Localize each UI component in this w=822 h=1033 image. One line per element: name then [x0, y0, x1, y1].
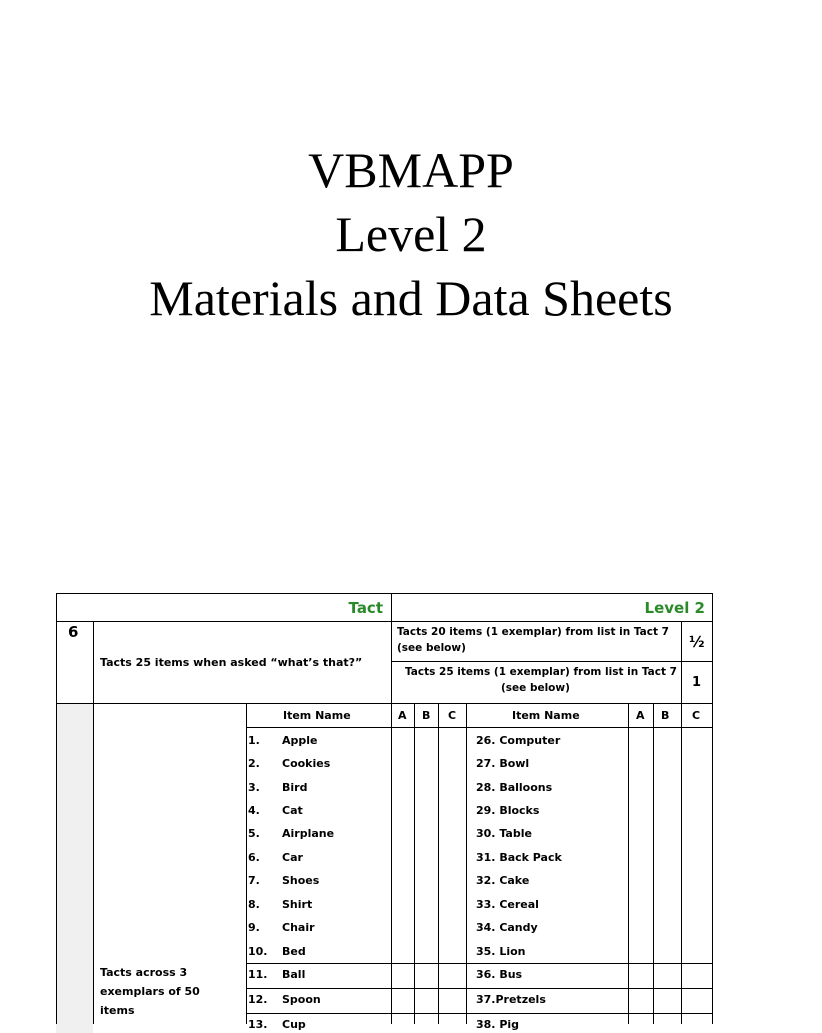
item-number: 6.	[248, 851, 260, 864]
item-name-right: 30. Table	[476, 827, 532, 840]
col-b-left: B	[422, 709, 431, 722]
item-number: 10.	[248, 945, 268, 958]
col-a-left: A	[398, 709, 407, 722]
item-name: Bed	[282, 945, 306, 958]
domain-label: Tact	[348, 599, 383, 617]
criteria-half-line1: Tacts 20 items (1 exemplar) from list in Tact 7	[397, 626, 669, 638]
item-number: 5.	[248, 827, 260, 840]
item-name: Cup	[282, 1018, 306, 1031]
item-name-right: 35. Lion	[476, 945, 526, 958]
title-line-materials: Materials and Data Sheets	[149, 270, 673, 326]
item-name-right: 29. Blocks	[476, 804, 540, 817]
item-number: 13.	[248, 1018, 268, 1031]
item-name-right: 37.Pretzels	[476, 993, 546, 1006]
item-number: 3.	[248, 781, 260, 794]
item-name-right: 38. Pig	[476, 1018, 520, 1031]
item-name-right: 34. Candy	[476, 921, 538, 934]
item-number: 1.	[248, 734, 260, 747]
milestone-number: 6	[68, 623, 79, 641]
title-line-level: Level 2	[335, 206, 487, 262]
item-number: 4.	[248, 804, 260, 817]
sub-description-line2: exemplars of 50	[100, 985, 200, 998]
item-number: 9.	[248, 921, 260, 934]
item-name: Car	[282, 851, 303, 864]
criteria-full-line1: Tacts 25 items (1 exemplar) from list in Tact 7	[405, 666, 677, 678]
document-title	[0, 138, 822, 330]
item-number: 12.	[248, 993, 268, 1006]
criteria-half-line2: (see below)	[397, 642, 466, 654]
col-c-left: C	[448, 709, 457, 722]
item-number: 8.	[248, 898, 260, 911]
item-name: Shirt	[282, 898, 313, 911]
title-line-vbmapp: VBMAPP	[308, 142, 514, 198]
item-name-right: 31. Back Pack	[476, 851, 562, 864]
tact-data-sheet	[56, 593, 713, 1031]
col-a-right: A	[636, 709, 645, 722]
score-full: 1	[692, 675, 702, 690]
item-name-right: 33. Cereal	[476, 898, 539, 911]
col-c-right: C	[692, 709, 701, 722]
item-name-right: 26. Computer	[476, 734, 561, 747]
item-name: Airplane	[282, 827, 335, 840]
item-number: 7.	[248, 874, 260, 887]
item-name-right: 28. Balloons	[476, 781, 553, 794]
level-label: Level 2	[644, 599, 705, 617]
col-item-name-right: Item Name	[512, 709, 580, 722]
item-name-right: 27. Bowl	[476, 757, 530, 770]
item-name: Cat	[282, 804, 303, 817]
item-name: Bird	[282, 781, 308, 794]
item-name-right: 32. Cake	[476, 874, 530, 887]
criteria-full-line2: (see below)	[501, 682, 570, 694]
item-number: 11.	[248, 968, 268, 981]
item-name: Shoes	[282, 874, 320, 887]
score-half: ½	[689, 633, 705, 651]
item-name: Chair	[282, 921, 315, 934]
item-number: 2.	[248, 757, 260, 770]
sub-description-line1: Tacts across 3	[100, 966, 188, 979]
item-name-right: 36. Bus	[476, 968, 523, 981]
item-name: Ball	[282, 968, 306, 981]
milestone-description: Tacts 25 items when asked “what’s that?”	[100, 656, 363, 669]
item-name: Cookies	[282, 757, 331, 770]
item-name: Spoon	[282, 993, 321, 1006]
col-b-right: B	[661, 709, 670, 722]
shaded-number-column	[56, 703, 93, 1033]
item-name: Apple	[282, 734, 318, 747]
sub-description-line3: items	[100, 1004, 135, 1017]
col-item-name-left: Item Name	[283, 709, 351, 722]
